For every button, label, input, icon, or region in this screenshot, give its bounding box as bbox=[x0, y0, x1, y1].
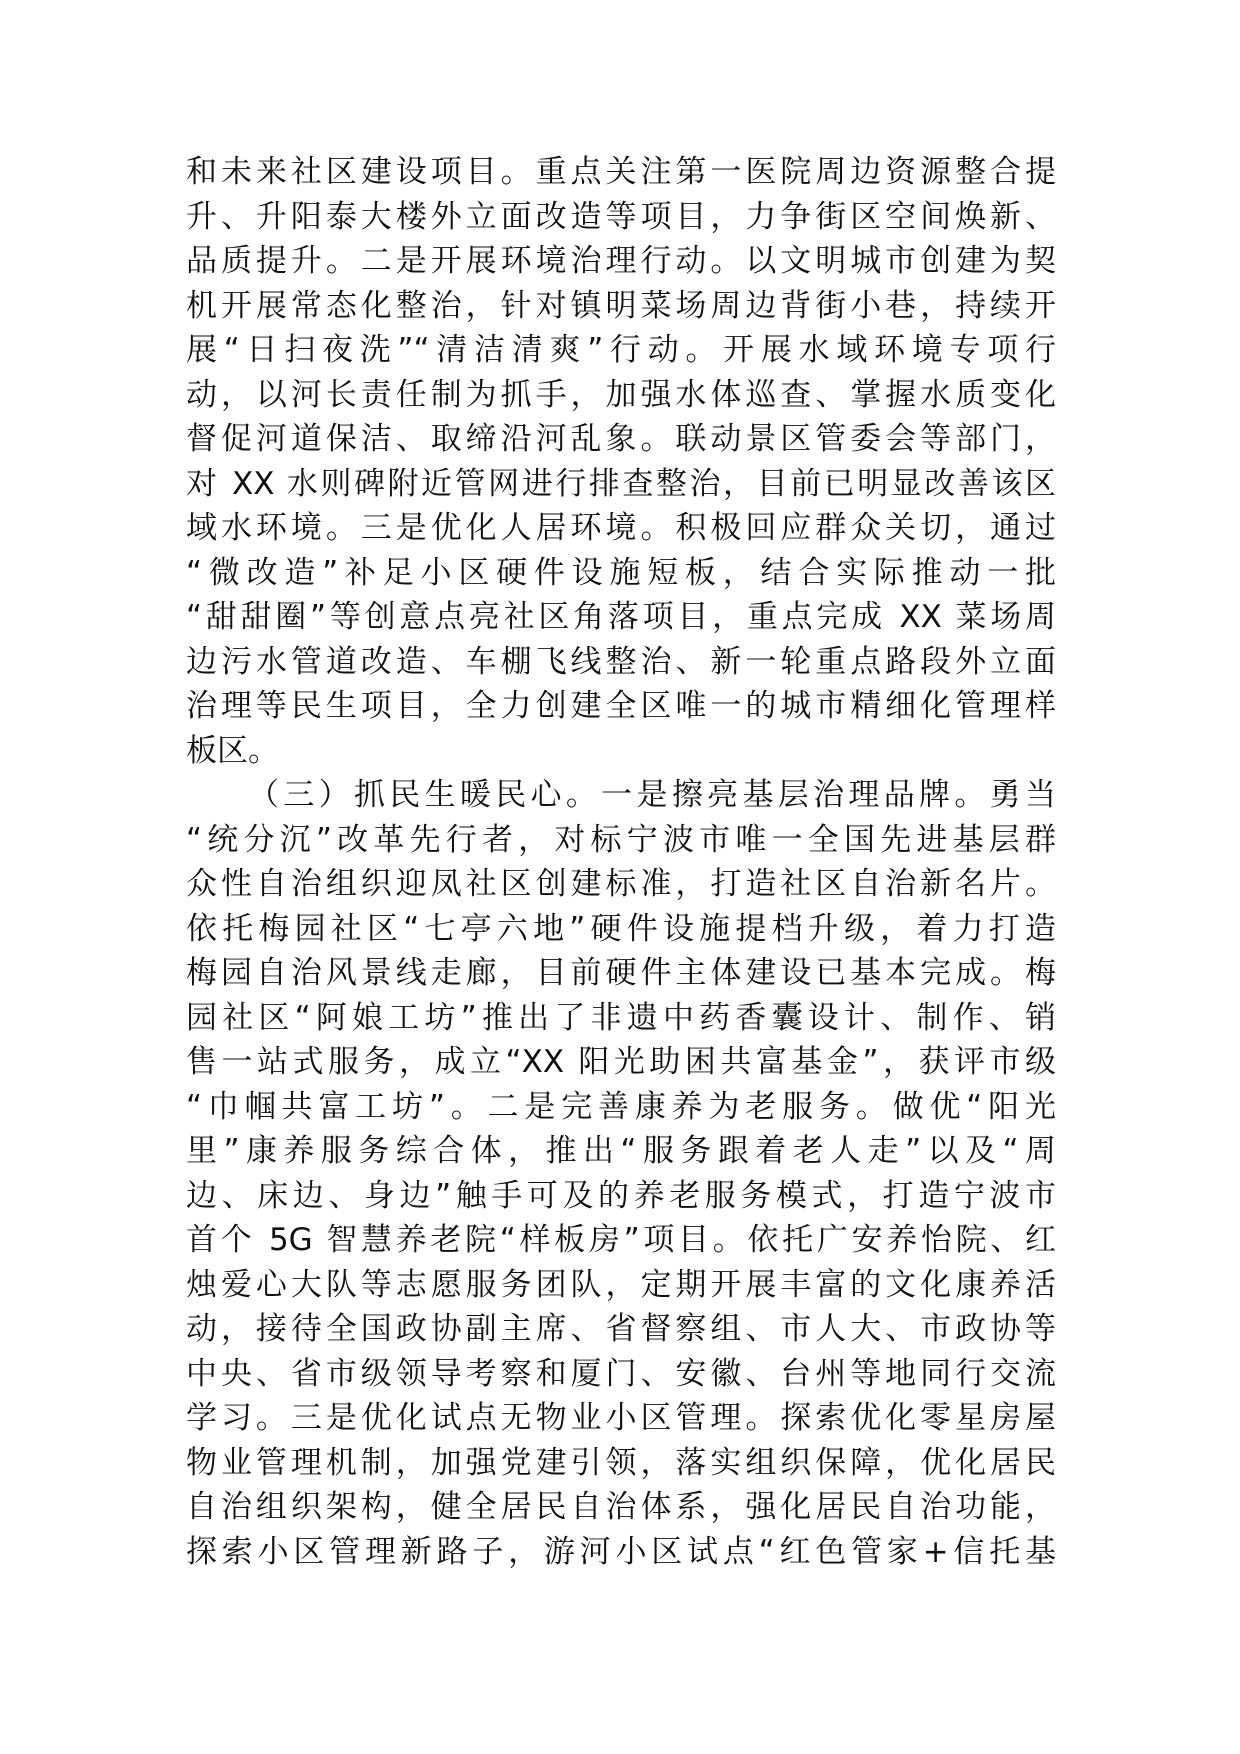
text-line: 和未来社区建设项目。重点关注第一医院周边资源整合提 bbox=[186, 154, 1056, 190]
text-line: 边污水管道改造、车棚飞线整治、新一轮重点路段外立面 bbox=[186, 643, 1056, 680]
text-line: 首个 5G 智慧养老院“样板房”项目。依托广安养怡院、红 bbox=[186, 1222, 1056, 1258]
text-line: 升、升阳泰大楼外立面改造等项目，力争街区空间焕新、 bbox=[186, 198, 1056, 235]
text-line: 动，以河长责任制为抓手，加强水体巡查、掌握水质变化 bbox=[186, 376, 1056, 413]
text-line: 学习。三是优化试点无物业小区管理。探索优化零星房屋 bbox=[186, 1400, 1056, 1436]
text-line: 督促河道保洁、取缔沿河乱象。联动景区管委会等部门， bbox=[186, 421, 1056, 457]
body-text bbox=[186, 150, 1056, 1574]
text-line: 烛爱心大队等志愿服务团队，定期开展丰富的文化康养活 bbox=[186, 1266, 1056, 1303]
text-line: 依托梅园社区“七亭六地”硬件设施提档升级，着力打造 bbox=[186, 910, 1056, 947]
text-line: 园社区“阿娘工坊”推出了非遗中药香囊设计、制作、销 bbox=[186, 999, 1056, 1036]
text-line: “甜甜圈”等创意点亮社区角落项目，重点完成 XX 菜场周 bbox=[186, 599, 1056, 635]
text-line: 边、床边、身边”触手可及的养老服务模式，打造宁波市 bbox=[186, 1177, 1056, 1214]
text-line: 里”康养服务综合体，推出“服务跟着老人走”以及“周 bbox=[186, 1133, 1056, 1169]
text-line: 物业管理机制，加强党建引领，落实组织保障，优化居民 bbox=[186, 1444, 1056, 1481]
text-line: “巾帼共富工坊”。二是完善康养为老服务。做优“阳光 bbox=[186, 1088, 1056, 1125]
text-line: 中央、省市级领导考察和厦门、安徽、台州等地同行交流 bbox=[186, 1355, 1056, 1392]
text-line: “微改造”补足小区硬件设施短板，结合实际推动一批 bbox=[186, 554, 1056, 591]
text-line: 梅园自治风景线走廊，目前硬件主体建设已基本完成。梅 bbox=[186, 955, 1056, 991]
text-line: 售一站式服务，成立“XX 阳光助困共富基金”，获评市级 bbox=[186, 1044, 1056, 1080]
text-line: 对 XX 水则碑附近管网进行排查整治，目前已明显改善该区 bbox=[186, 465, 1056, 502]
text-line: 展“日扫夜洗”“清洁清爽”行动。开展水域环境专项行 bbox=[186, 332, 1056, 368]
text-line: 探索小区管理新路子，游河小区试点“红色管家+信托基 bbox=[186, 1533, 1056, 1570]
text-line: 品质提升。二是开展环境治理行动。以文明城市创建为契 bbox=[186, 243, 1056, 279]
text-line: 治理等民生项目，全力创建全区唯一的城市精细化管理样 bbox=[186, 688, 1056, 724]
text-line: 机开展常态化整治，针对镇明菜场周边背街小巷，持续开 bbox=[186, 287, 1056, 324]
section-heading-line: （三）抓民生暖民心。一是擦亮基层治理品牌。勇当 bbox=[248, 777, 1056, 813]
text-line: 板区。 bbox=[186, 732, 279, 769]
text-line: 众性自治组织迎凤社区创建标准，打造社区自治新名片。 bbox=[186, 866, 1056, 902]
text-line: 自治组织架构，健全居民自治体系，强化居民自治功能， bbox=[186, 1489, 1056, 1525]
text-line: 域水环境。三是优化人居环境。积极回应群众关切，通过 bbox=[186, 510, 1056, 546]
text-line: 动，接待全国政协副主席、省督察组、市人大、市政协等 bbox=[186, 1311, 1056, 1347]
text-line: “统分沉”改革先行者，对标宁波市唯一全国先进基层群 bbox=[186, 821, 1056, 858]
